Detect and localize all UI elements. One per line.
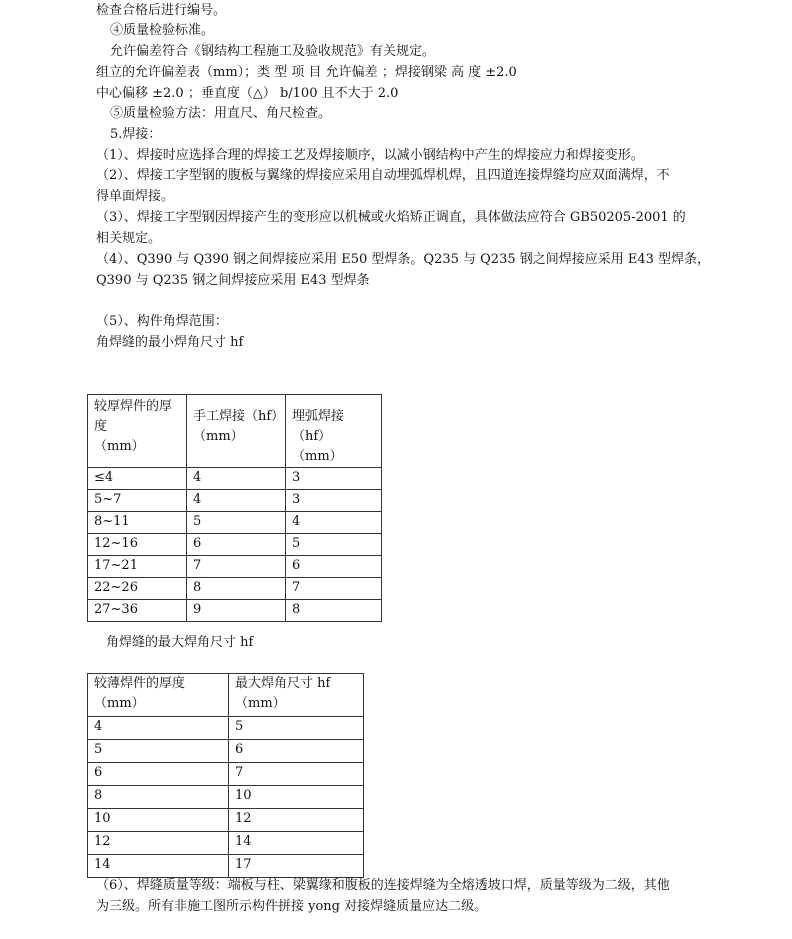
table-row <box>88 809 364 832</box>
table-cell: 5~7 <box>88 490 187 512</box>
table-cell: 10 <box>229 786 364 809</box>
table-cell: 12 <box>88 832 229 855</box>
header-cell: 最大焊角尺寸 hf （mm） <box>229 674 364 717</box>
header-cell: 较厚焊件的厚度 （mm） <box>88 395 187 468</box>
table-row <box>88 786 364 809</box>
text-line: 允许偏差符合《钢结构工程施工及验收规范》有关规定。 <box>110 44 436 59</box>
table-cell: 22~26 <box>88 578 187 600</box>
table-row <box>88 512 382 534</box>
table-cell: 5 <box>88 740 229 763</box>
table-cell: 12~16 <box>88 534 187 556</box>
table-cell: 14 <box>88 855 229 878</box>
table-header-row <box>88 674 364 717</box>
table-cell: 3 <box>286 468 382 490</box>
text-line: Q390 与 Q235 钢之间焊接应采用 E43 型焊条 <box>96 273 370 288</box>
table-cell: 27~36 <box>88 600 187 622</box>
text-line: 相关规定。 <box>96 231 162 246</box>
table-cell: 6 <box>229 740 364 763</box>
table-cell: 6 <box>88 763 229 786</box>
table-row <box>88 855 364 878</box>
table-cell: 8 <box>88 786 229 809</box>
table-cell: 4 <box>187 490 286 512</box>
table-row <box>88 556 382 578</box>
table-caption: 角焊缝的最小焊角尺寸 hf <box>96 335 244 350</box>
text-line: 检查合格后进行编号。 <box>96 3 227 18</box>
table-cell: 17~21 <box>88 556 187 578</box>
table-cell: 12 <box>229 809 364 832</box>
table-row <box>88 740 364 763</box>
text-line: 得单面焊接。 <box>96 189 175 204</box>
table-cell: 8 <box>286 600 382 622</box>
table-row <box>88 763 364 786</box>
table-cell: 10 <box>88 809 229 832</box>
table-row <box>88 490 382 512</box>
table-cell: 6 <box>286 556 382 578</box>
table-cell: 5 <box>229 717 364 740</box>
text-line: ⑤质量检验方法：用直尺、角尺检查。 <box>110 106 332 121</box>
text-line: 中心偏移 ±2.0 ；垂直度（△） b/100 且不大于 2.0 <box>96 86 399 101</box>
text-line: ④质量检验标准。 <box>110 23 215 38</box>
max-fillet-weld-table <box>87 673 364 878</box>
table-cell: 5 <box>187 512 286 534</box>
table-row <box>88 468 382 490</box>
text-line: （2）、焊接工字型钢的腹板与翼缘的焊接应采用自动埋弧焊机焊，且四道连接焊缝均应双面满焊，不 <box>96 168 670 183</box>
text-line: 组立的允许偏差表（mm）；类 型 项 目 允许偏差 ；焊接钢梁 高 度 ±2.0 <box>96 65 517 80</box>
table-row <box>88 600 382 622</box>
text-line: 为三级。所有非施工图所示构件拼接 yong 对接焊缝质量应达二级。 <box>96 899 488 914</box>
table-cell: 8~11 <box>88 512 187 534</box>
table-row <box>88 578 382 600</box>
table-cell: 14 <box>229 832 364 855</box>
table-cell: 7 <box>187 556 286 578</box>
table-cell: 17 <box>229 855 364 878</box>
table-cell: 4 <box>286 512 382 534</box>
table-cell: 7 <box>286 578 382 600</box>
table-cell: 3 <box>286 490 382 512</box>
table-cell: 8 <box>187 578 286 600</box>
text-line: （4）、Q390 与 Q390 钢之间焊接应采用 E50 型焊条。Q235 与 Q235 钢之间焊接应采用 E43 型焊条， <box>96 252 711 267</box>
table-cell: 6 <box>187 534 286 556</box>
table-row <box>88 717 364 740</box>
table-cell: 5 <box>286 534 382 556</box>
min-fillet-weld-table <box>87 394 382 622</box>
table-cell: 9 <box>187 600 286 622</box>
table-cell: 4 <box>88 717 229 740</box>
table-caption: 角焊缝的最大焊角尺寸 hf <box>106 635 254 650</box>
table-cell: 4 <box>187 468 286 490</box>
table-cell: 7 <box>229 763 364 786</box>
text-line: （5）、构件角焊范围： <box>96 314 228 329</box>
table-cell: ≤4 <box>88 468 187 490</box>
text-line: （6）、焊缝质量等级：端板与柱、梁翼缘和腹板的连接焊缝为全熔透坡口焊，质量等级为二级，其他 <box>96 878 670 893</box>
header-cell: 埋弧焊接（hf） （mm） <box>286 395 382 468</box>
text-line: （1）、焊接时应选择合理的焊接工艺及焊接顺序，以减小钢结构中产生的焊接应力和焊接变形。 <box>96 148 644 163</box>
table-row <box>88 534 382 556</box>
section-heading: 5.焊接： <box>110 127 162 142</box>
table-row <box>88 832 364 855</box>
header-cell: 手工焊接（hf） （mm） <box>187 395 286 468</box>
text-line: （3）、焊接工字型钢因焊接产生的变形应以机械或火焰矫正调直，具体做法应符合 GB50205-2001 的 <box>96 210 686 225</box>
header-cell: 较薄焊件的厚度 （mm） <box>88 674 229 717</box>
table-header-row <box>88 395 382 468</box>
